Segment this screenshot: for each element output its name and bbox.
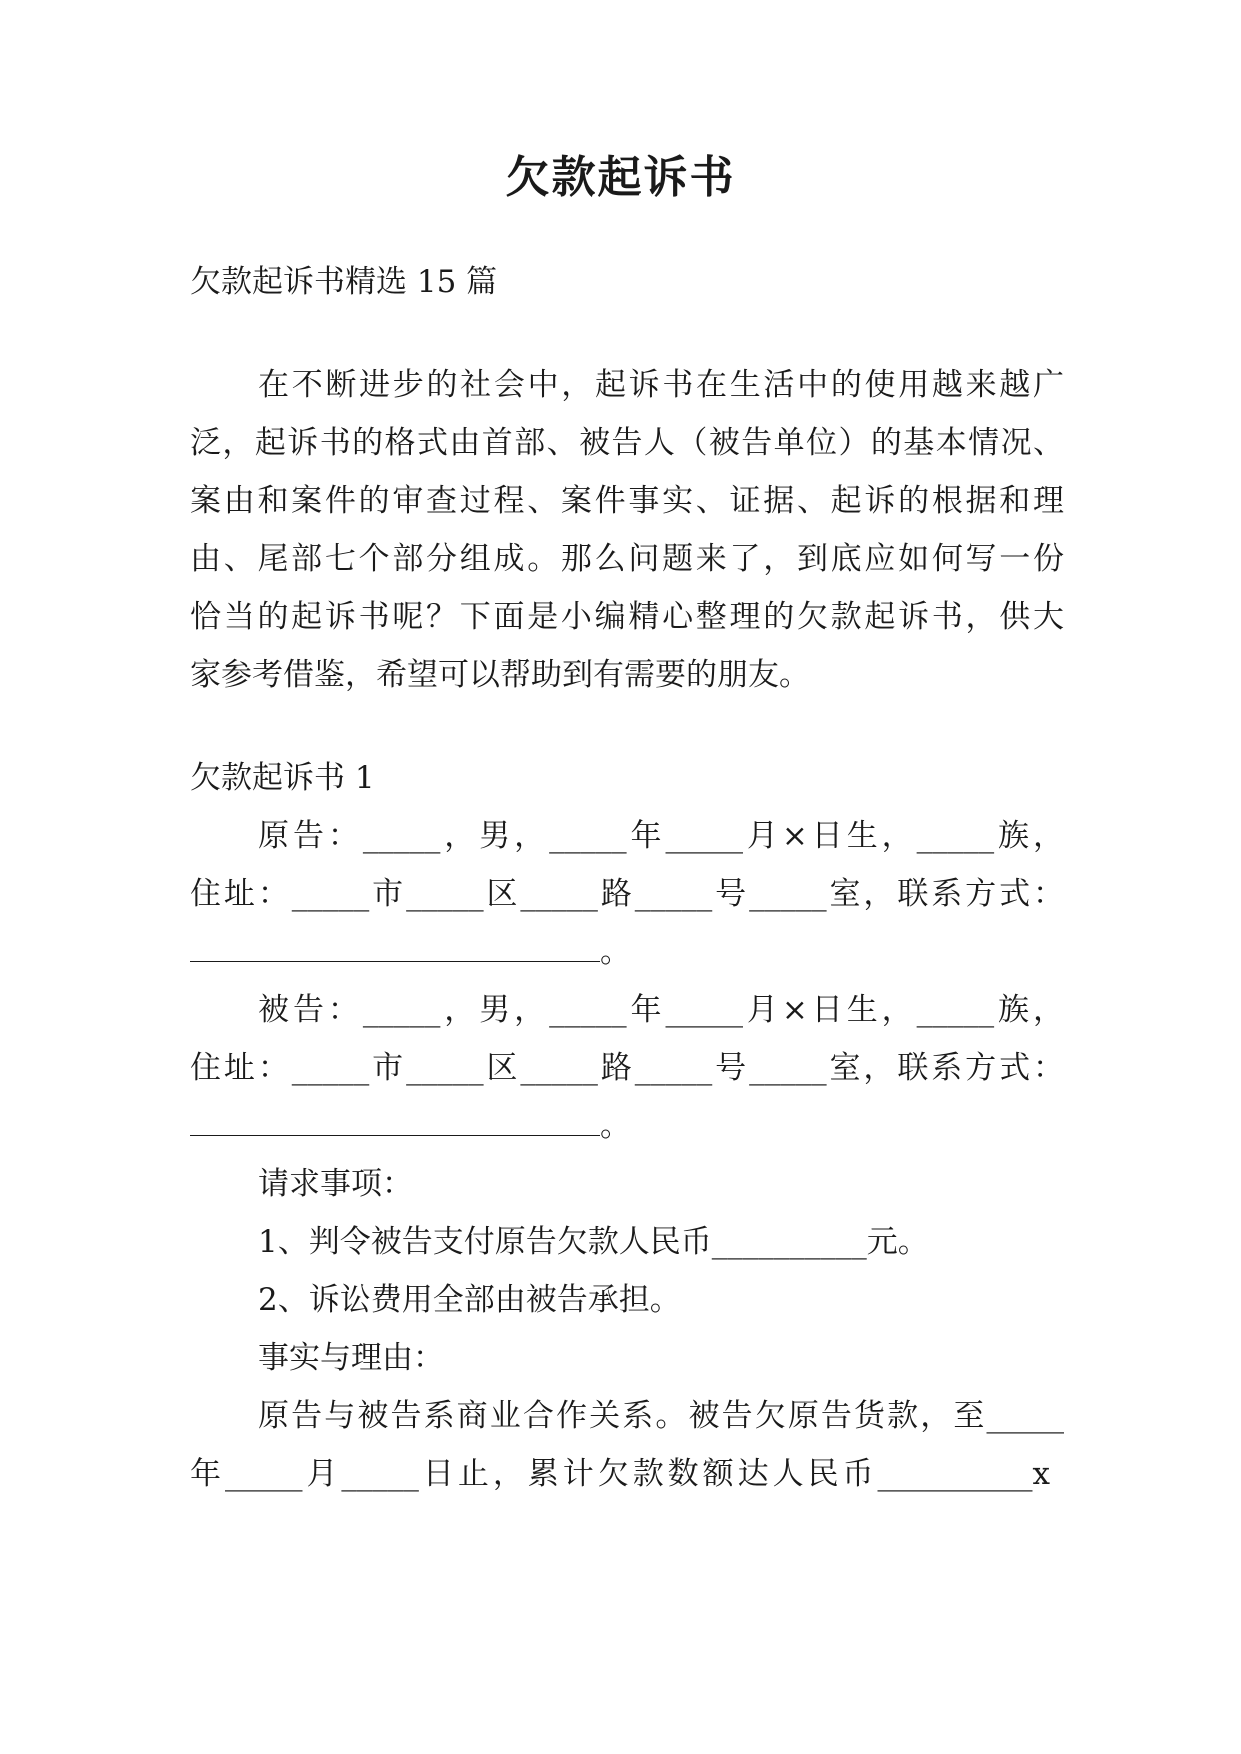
- facts-line-2: 年_____月_____日止，累计欠款数额达人民币__________x: [190, 1456, 1050, 1492]
- facts-heading: 事实与理由：: [258, 1340, 444, 1376]
- document-subtitle: 欠款起诉书精选 15 篇: [190, 264, 498, 300]
- contact-blank: [190, 935, 600, 962]
- claim-item-2: 2、诉讼费用全部由被告承担。: [258, 1282, 681, 1318]
- plaintiff-line-1: 原告：_____，男，_____年_____月×日生，_____族，: [258, 818, 1064, 854]
- intro-line-2: 泛，起诉书的格式由首部、被告人（被告单位）的基本情况、: [190, 425, 1064, 461]
- document-title: 欠款起诉书: [505, 152, 736, 203]
- claims-heading: 请求事项：: [258, 1166, 413, 1202]
- defendant-line-3: 。: [190, 1106, 631, 1146]
- contact-blank: [190, 1109, 600, 1136]
- plaintiff-line-2: 住址：_____市_____区_____路_____号_____室，联系方式：: [190, 876, 1064, 912]
- defendant-line-1: 被告：_____，男，_____年_____月×日生，_____族，: [258, 992, 1064, 1028]
- facts-line-1: 原告与被告系商业合作关系。被告欠原告货款，至_____: [258, 1398, 1064, 1434]
- intro-line-1: 在不断进步的社会中，起诉书在生活中的使用越来越广: [258, 367, 1064, 403]
- defendant-line-2: 住址：_____市_____区_____路_____号_____室，联系方式：: [190, 1050, 1064, 1086]
- section-title: 欠款起诉书 1: [190, 760, 375, 796]
- plaintiff-line-3: 。: [190, 932, 631, 972]
- claim-item-1: 1、判令被告支付原告欠款人民币__________元。: [258, 1224, 929, 1260]
- intro-line-6: 家参考借鉴，希望可以帮助到有需要的朋友。: [190, 657, 810, 693]
- intro-line-4: 由、尾部七个部分组成。那么问题来了，到底应如何写一份: [190, 541, 1064, 577]
- intro-line-3: 案由和案件的审查过程、案件事实、证据、起诉的根据和理: [190, 483, 1064, 519]
- intro-line-5: 恰当的起诉书呢？下面是小编精心整理的欠款起诉书，供大: [190, 599, 1064, 635]
